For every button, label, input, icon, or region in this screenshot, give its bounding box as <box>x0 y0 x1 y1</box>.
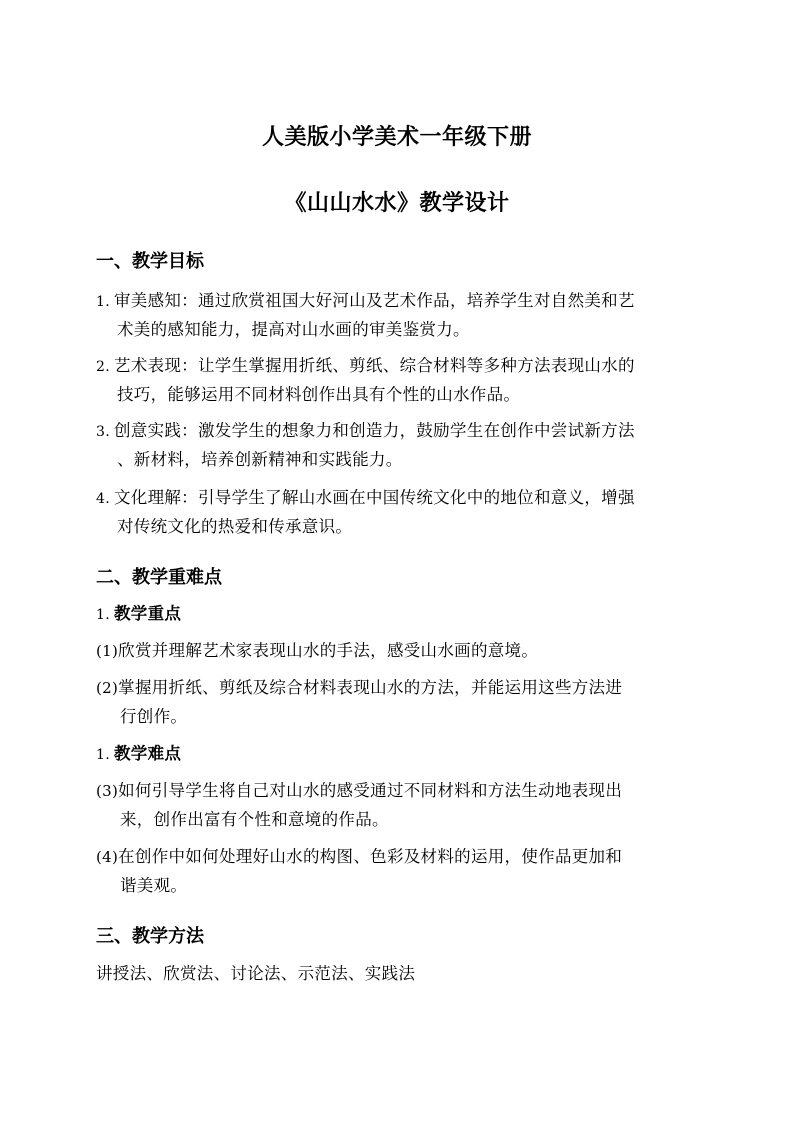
objective-number: 3. <box>96 424 110 440</box>
section-heading-key-points: 二、教学重难点 <box>96 567 222 588</box>
point-item <box>96 637 538 661</box>
objective-item <box>96 287 635 311</box>
objective-text-continued: 术美的感知能力，提高对山水画的审美鉴赏力。 <box>117 320 470 339</box>
objective-number: 2. <box>96 359 110 375</box>
objective-number: 4. <box>96 491 110 507</box>
objective-text-continued: 技巧，能够运用不同材料创作出具有个性的山水作品。 <box>117 385 521 404</box>
subheading-key-point <box>96 600 181 624</box>
objective-text-continued: 对传统文化的热爱和传承意识。 <box>117 517 353 536</box>
point-item <box>96 674 622 698</box>
objective-text-continued: 、新材料，培养创新精神和实践能力。 <box>117 450 403 469</box>
objective-text: 创意实践：激发学生的想象力和创造力，鼓励学生在创作中尝试新方法 <box>113 421 635 440</box>
subheading-label: 教学难点 <box>113 744 182 763</box>
subheading-number: 1. <box>96 607 110 623</box>
point-text-continued: 谐美观。 <box>120 876 188 895</box>
methods-text: 讲授法、欣赏法、讨论法、示范法、实践法 <box>96 964 416 983</box>
document-title: 人美版小学美术一年级下册 <box>261 125 532 150</box>
section-heading-methods: 三、教学方法 <box>96 926 204 947</box>
objective-number: 1. <box>96 294 110 310</box>
point-item <box>96 843 622 867</box>
objective-item <box>96 484 635 508</box>
objective-text: 艺术表现：让学生掌握用折纸、剪纸、综合材料等多种方法表现山水的 <box>113 356 635 375</box>
subheading-number: 1. <box>96 747 110 763</box>
objective-item <box>96 352 635 376</box>
document-subtitle: 《山山水水》教学设计 <box>284 191 510 216</box>
objective-item <box>96 417 635 441</box>
subheading-difficulty <box>96 740 181 764</box>
subheading-label: 教学重点 <box>113 604 182 623</box>
point-item <box>96 777 622 801</box>
point-number: (4) <box>96 848 119 866</box>
section-heading-objectives: 一、教学目标 <box>96 251 204 272</box>
point-text: 如何引导学生将自己对山水的感受通过不同材料和方法生动地表现出 <box>118 781 623 800</box>
point-text: 掌握用折纸、剪纸及综合材料表现山水的方法，并能运用这些方法进 <box>118 678 623 697</box>
point-text: 欣赏并理解艺术家表现山水的手法，感受山水画的意境。 <box>118 641 539 660</box>
objective-text: 文化理解：引导学生了解山水画在中国传统文化中的地位和意义，增强 <box>113 488 635 507</box>
point-number: (3) <box>96 782 119 800</box>
point-text: 在创作中如何处理好山水的构图、色彩及材料的运用，使作品更加和 <box>118 847 623 866</box>
point-number: (1) <box>96 642 119 660</box>
objective-text: 审美感知：通过欣赏祖国大好河山及艺术作品，培养学生对自然美和艺 <box>113 291 635 310</box>
point-text-continued: 行创作。 <box>120 707 188 726</box>
point-number: (2) <box>96 679 119 697</box>
point-text-continued: 来，创作出富有个性和意境的作品。 <box>120 810 389 829</box>
